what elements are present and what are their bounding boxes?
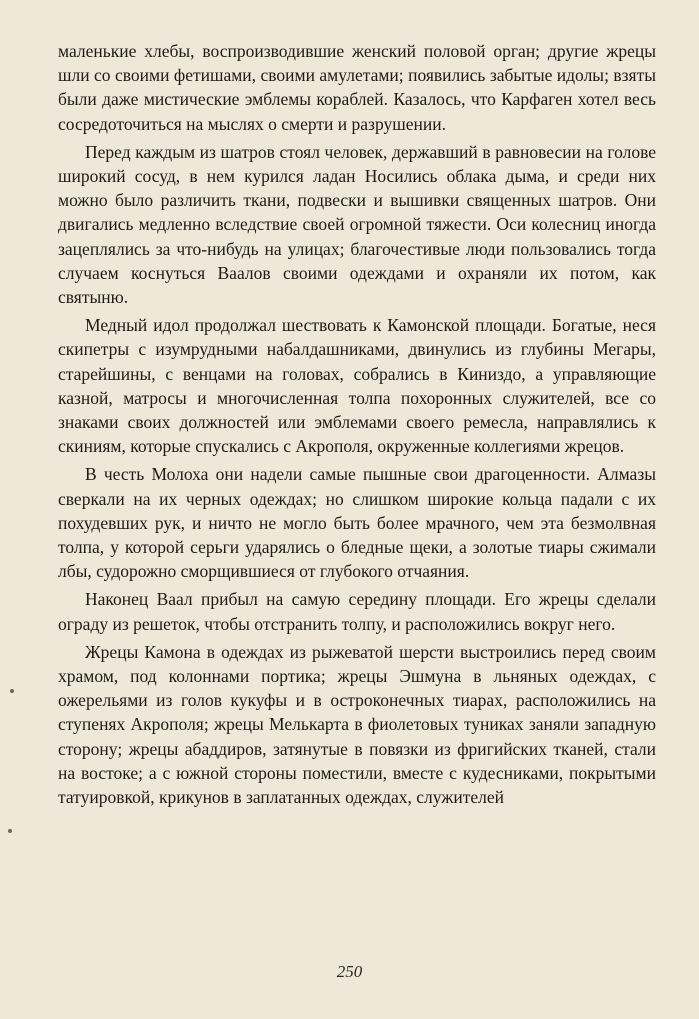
paragraph-5: Наконец Ваал прибыл на самую середину площади. Его жрецы сделали ограду из решеток, чтобы отстранить толпу, и расположились вокруг него.: [58, 589, 656, 634]
margin-dot-mark: [10, 689, 14, 693]
page-body-text: [58, 39, 656, 813]
paragraph-4: В честь Молоха они надели самые пышные свои драгоценности. Алмазы сверкали на их черных одеждах; но слишком широкие кольца падали с их похудевших рук, и ничто не могло быть более мрачного, чем эта безмолвная толпа, у которой серьги ударялись о бледные щеки, а золотые тиары сжимали лбы, судорожно сморщившиеся от глубокого отчаяния.: [58, 464, 656, 582]
paragraph-6: Жрецы Камона в одеждах из рыжеватой шерсти выстроились перед своим храмом, под колоннами портика; жрецы Эшмуна в льняных одеждах, с ожерельями из голов кукуфы и в остроконечных тиарах, расположились на ступенях Акрополя; жрецы Мелькарта в фиолетовых туниках заняли западную сторону; жрецы абаддиров, затянутые в повязки из фригийских тканей, стали на востоке; а с южной стороны поместили, вместе с кудесниками, покрытыми татуировкой, крикунов в заплатанных одеждах, служителей: [58, 641, 656, 808]
paragraph-3: Медный идол продолжал шествовать к Камонской площади. Богатые, неся скипетры с изумрудными набалдашниками, двинулись из глубины Мегары, старейшины, с венцами на головах, собрались в Киниздо, а управляющие казной, матросы и многочисленная толпа похоронных служителей, все со знаками своих должностей или эмблемами своего ремесла, направлялись к скиниям, которые спускались с Акрополя, окруженные коллегиями жрецов.: [58, 315, 656, 457]
margin-dot-mark: [8, 829, 12, 833]
page-number: 250: [336, 962, 363, 981]
paragraph-1: маленькие хлебы, воспроизводившие женский половой орган; другие жрецы шли со своими фетишами, своими амулетами; появились забытые идолы; взяты были даже мистические эмблемы кораблей. Казалось, что Карфаген хотел весь сосредоточиться на мыслях о смерти и разрушении.: [58, 41, 656, 134]
paragraph-2: Перед каждым из шатров стоял человек, державший в равновесии на голове широкий сосуд, в нем курился ладан Носились облака дыма, и среди них можно было различить ткани, подвески и вышивки священных шатров. Они двигались медленно вследствие своей огромной тяжести. Оси колесниц иногда зацеплялись за что-нибудь на улицах; благочестивые люди пользовались тогда случаем коснуться Ваалов своими одеждами и охраняли их потом, как святыню.: [58, 141, 656, 308]
